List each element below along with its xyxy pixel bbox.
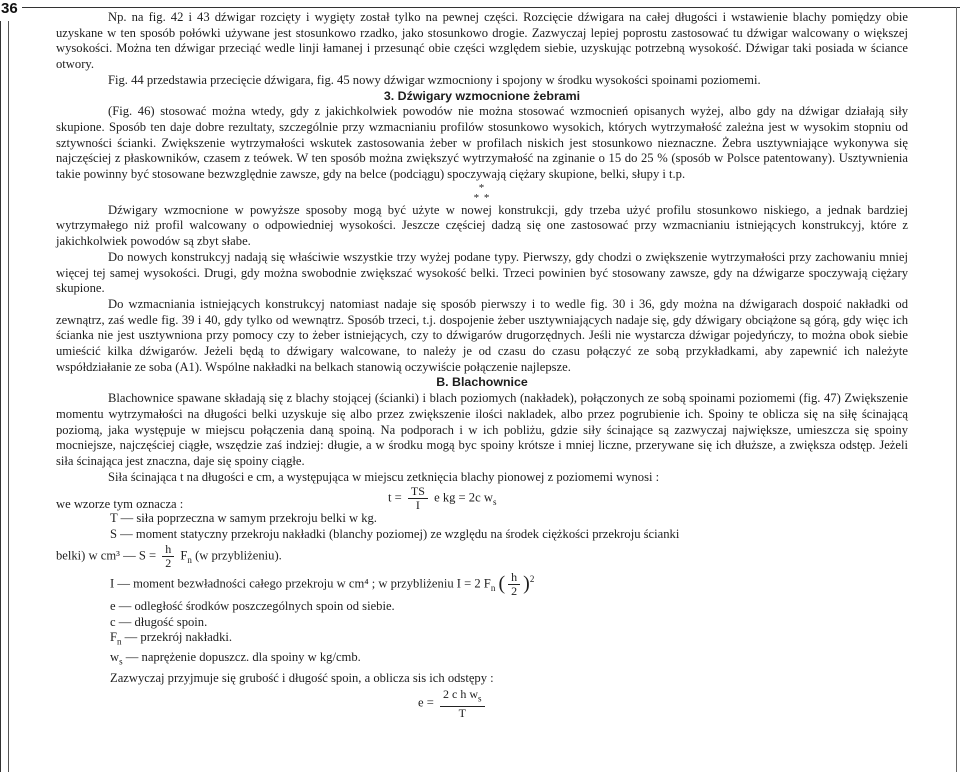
paragraph-8: Siła ścinająca t na długości e cm, a występująca w miejscu zetknięcia blachy pionowej z poziomemi wynosi : [108, 469, 660, 484]
formula2-num-sub: s [478, 693, 482, 704]
page-number: 36 [1, 0, 18, 17]
I-formula-fraction [508, 571, 520, 598]
definition-S: S — moment statyczny przekroju nakładki (blanchy poziomej) ze względu na środek ciężkości przekroju ścianki [110, 527, 680, 542]
I-formula-den: 2 [511, 583, 518, 598]
paragraph-9: Zazwyczaj przyjmuje się grubość i długość spoin, a oblicza sis ich odstępy : [110, 670, 494, 685]
top-rule [22, 7, 960, 8]
S-formula-lhs: belki) w cm³ — S = [56, 548, 157, 563]
S-formula-fraction [162, 543, 174, 570]
Fn-symbol: F [110, 630, 118, 645]
paragraph-3: (Fig. 46) stosować można wtedy, gdy z jakichkolwiek powodów nie można stosować wzmocnień opisanych wyżej, albo gdy na dźwigar działają siły skupione. Sposób ten daje dobre rezultaty, szczególnie przy wzmacnianiu profilów stosunkowo wysokich, których wytrzymałość zależna jest w wysokim stopniu od sztywności ścianki. Zwiększenie wytrzymałości wskutek zastosowania żeber w profilach niskich jest stosunkowo nieznaczne. Żebra usztywniające wykonywa się najczęściej z płaskowników, czasem z teówek. W ten sposób można zwiększyć wytrzymałość na zginanie o 15 do 25 % (sposób w Polsce patentowany). Usztywnienia takie powinny być stosowane bezwzględnie zawsze, gdy na belce (podciągu) spoczywają ciężary skupione, belki, słupy i t.p. [56, 104, 908, 182]
formula2-fraction [440, 688, 485, 719]
definition-T: T — siła poprzeczna w samym przekroju belki w kg. [110, 511, 377, 526]
paragraph-6: Do wzmacniania istniejących konstrukcyj natomiast nadaje się sposób pierwszy i to wedle fig. 30 i 36, gdy można na dźwigarach dospoić nakładki od zewnątrz, zaś wedle fig. 39 i 40, gdy tylko od wewnątrz. Sposób trzeci, t.j. dospojenie żeber usztywniających nadaje się, gdy dźwigary obciążone są górą, gdy więc ich ścianka nie jest usztywniona przy pomocy czy to żeber istniejących, czy to dźwigarów drugorzędnych. Jeśli nie wystarcza dźwigar pojedyńczy, to można obok siebie umieścić kilka dźwigarów. Jeżeli będą to dźwigary walcowane, to należy je od czasu do czasu połączyć ze sobą przykładkami, aby zapewnić ich należyte współdziałanie ze soba (A1). Wspólne nakładki na belkach stanowią oczywiście połączenie najlepsze. [56, 296, 908, 374]
paragraph-2: Fig. 44 przedstawia przecięcie dźwigara, fig. 45 nowy dźwigar wzmocniony i spojony w środku wysokości spoinami poziomemi. [108, 72, 761, 87]
where-line: we wzorze tym oznacza : [56, 497, 184, 512]
I-formula-paren-open: ( [498, 572, 506, 595]
formula1-rhs: e kg = 2c w [434, 490, 493, 505]
formula1-lhs: t = [388, 490, 402, 505]
I-formula-exponent: 2 [529, 574, 535, 584]
section-heading-3: 3. Dźwigary wzmocnione żebrami [383, 88, 581, 103]
definition-c: c — długość spoin. [110, 614, 208, 629]
I-formula-paren-close: ) [523, 572, 530, 595]
definition-Fn [56, 630, 908, 650]
Fn-sub: n [117, 636, 122, 647]
Fn-text: — przekrój nakładki. [121, 630, 233, 645]
formula-spacing [56, 686, 908, 720]
section-heading-b: B. Blachownice [436, 375, 528, 390]
formula2-den: T [458, 705, 466, 720]
formula1-rhs-sub: s [492, 497, 497, 508]
I-formula-sub: n [490, 582, 496, 593]
left-rule [0, 21, 1, 772]
paragraph-4: Dźwigary wzmocnione w powyższe sposoby mogą być użyte w nowej konstrukcji, gdy trzeba użyć profilu stosunkowo niskiego, a jednak bardziej wytrzymałego niż profil walcowany o odpowiedniej wysokości. Jeszcze częściej dadzą się one zastosować przy wzmacnianiu istniejących konstrukcyj, które z jakichkolwiek powodów są zbyt słabe. [56, 202, 908, 249]
paragraph-7: Blachownice spawane składają się z blachy stojącej (ścianki) i blach poziomych (nakładek), połączonych ze sobą spoinami poziomemi (fig. 47) Zwiększenie momentu wytrzymałości na długości belki uzyskuje się albo przez zwiększenie ilości nakladek, albo przez pogrubienie ich. Spoiny te oblicza się na siłę ścinającą poziomą, jaka występuje w miejscu połączenia daną spoiną. Na podporach i w ich pobliżu, gdzie siły ścinające są zazwyczaj największe, umieszcza się spoiny mocniejsze, najczęściej ciągłe, wszędzie zaś indziej: długie, a w środku mogą byc spoiny krótsze i mniej liczne, przerywane się ich dłuższe, a zwiększa odstęp. Jeżeli siła ścinająca jest znaczna, daje się spoiny ciągłe. [56, 391, 908, 468]
formula1-num: TS [408, 485, 428, 499]
I-formula-text: I — moment bezwładności całego przekroju w cm⁴ ; w przybliżeniu I = 2 F [110, 576, 491, 591]
formula-shear-force [56, 485, 908, 511]
formula2-num-wrap [440, 688, 485, 706]
S-formula-num: h [162, 543, 174, 557]
ws-symbol: w [110, 650, 120, 665]
left-rule-inner [8, 21, 9, 772]
definition-e: e — odległość środków poszczególnych spoin od siebie. [110, 598, 395, 613]
section-separator-stars: * * * [473, 181, 491, 204]
page-content [56, 10, 908, 720]
formula1-fraction [408, 485, 428, 512]
S-formula-tail: (w przybliżeniu). [195, 548, 282, 563]
formula2-lhs: e = [418, 695, 434, 710]
paragraph-1: Np. na fig. 42 i 43 dźwigar rozcięty i wygięty został tylko na pewnej części. Rozcięcie dźwigara na całej długości i wstawienie blachy pomiędzy obie uzyskane w ten sposób połówki używane jest stosunkowo rzadko, jako stosunkowo drogie. Zazwyczaj lepiej poprostu zastosować tu dźwigar walcowany o większej wysokości. Można ten dźwigar przeciąć wedle linji łamanej i przesunąć obie części względem siebie, uzyskując potrzebną wysokość. Dźwigar taki posiada w ściance otwory. [56, 10, 908, 72]
definition-S-formula [56, 543, 908, 571]
ws-sub: s [119, 656, 123, 667]
formula1-den: I [415, 498, 420, 513]
S-formula-F: F [180, 548, 188, 563]
S-formula-den: 2 [165, 555, 172, 570]
ws-text: — naprężenie dopuszcz. dla spoiny w kg/cmb. [122, 650, 361, 665]
definition-ws [56, 650, 908, 670]
S-formula-F-sub: n [187, 554, 192, 565]
paragraph-5: Do nowych konstrukcyj nadają się właściwie wszystkie trzy wyżej podane typy. Pierwszy, gdy chodzi o zwiększenie wytrzymałości przy zachowaniu mniej więcej tej samej wysokości. Drugi, gdy można swobodnie zwiększać wysokość belki. Trzeci powinien być stosowany zawsze, gdy na dźwigarze spoczywają ciężary skupione. [56, 249, 908, 296]
formula2-num: 2 c h w [443, 687, 478, 702]
right-rule [956, 7, 957, 772]
I-formula-num: h [508, 571, 520, 585]
definition-I [56, 571, 908, 599]
